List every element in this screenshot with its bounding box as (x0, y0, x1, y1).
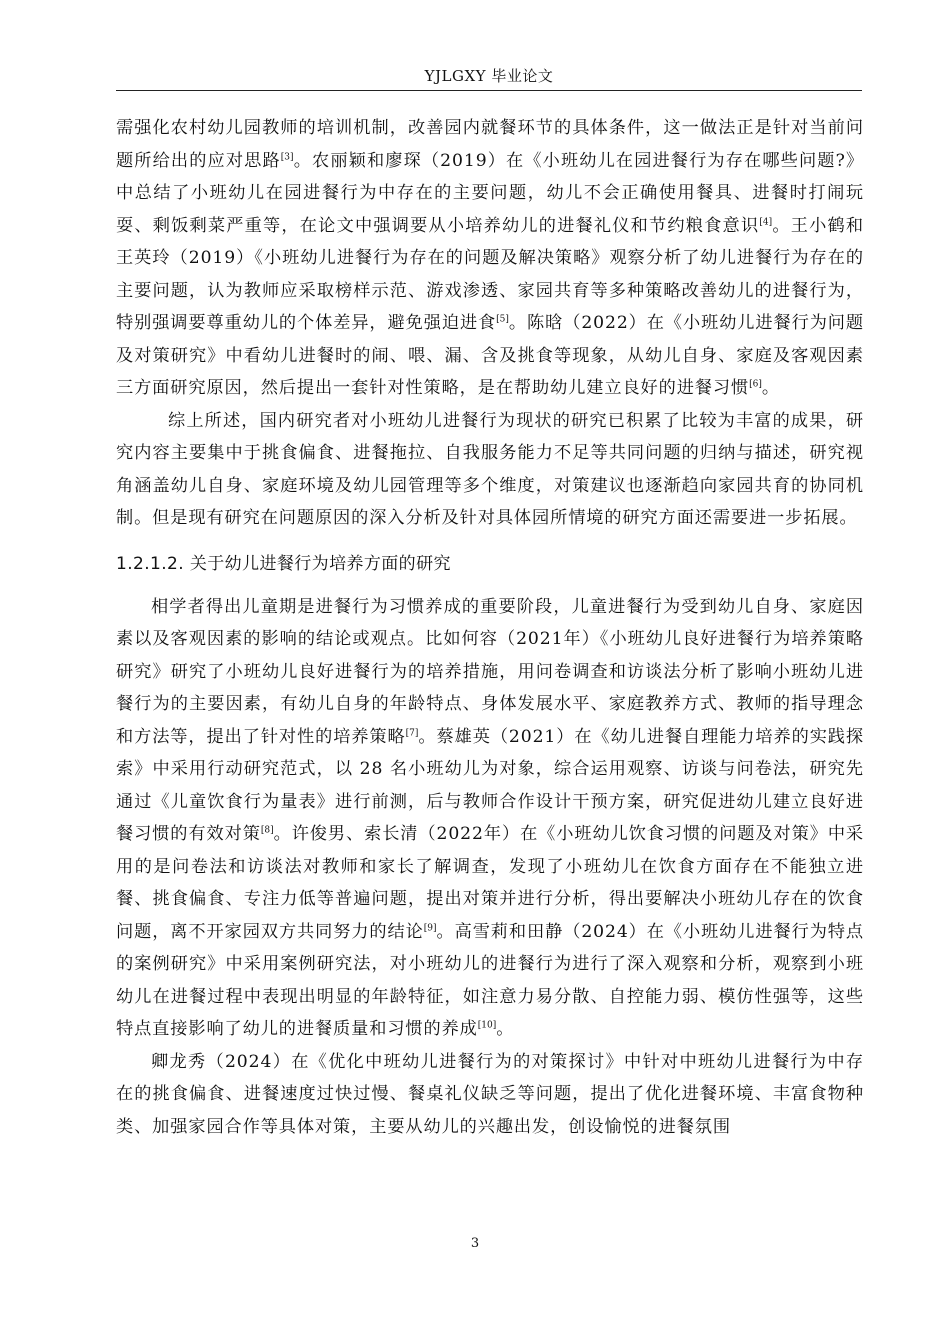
paragraph-text: 。 (761, 378, 780, 398)
citation-marker: [4] (759, 216, 773, 227)
paragraph-text: 。高雪莉和田静（2024）在《小班幼儿进餐行为特点的案例研究》中采用案例研究法，对小班幼儿的进餐行为进行了深入观察和分析，观察到小班幼儿在进餐过程中表现出明显的年龄特征，如注意力易分散、自控能力弱、模仿性强等，这些特点直接影响了幼儿的进餐质量和习惯的养成 (116, 921, 864, 1039)
paragraph-literature-review (116, 112, 864, 405)
paragraph-text: 。 (496, 1019, 515, 1039)
header-title: YJLGXY 毕业论文 (424, 67, 554, 85)
paragraph-text: 。王小鹤和王英玲（2019）《小班幼儿进餐行为存在的问题及解决策略》观察分析了幼儿进餐行为存在的主要问题，认为教师应采取榜样示范、游戏渗透、家园共育等多种策略改善幼儿的进餐行为，特别强调要尊重幼儿的个体差异，避免强迫进食 (116, 215, 864, 333)
citation-marker: [3] (280, 151, 294, 162)
citation-marker: [9] (423, 922, 437, 933)
paragraph-text: 。农丽颖和廖琛（2019）在《小班幼儿在园进餐行为存在哪些问题?》中总结了小班幼儿在园进餐行为中存在的主要问题，幼儿不会正确使用餐具、进餐时打闹玩耍、剩饭剩菜严重等，在论文中强调要从小培养幼儿的进餐礼仪和节约粮食意识 (116, 150, 864, 236)
paragraph-summary (116, 405, 864, 535)
citation-marker: [5] (496, 314, 509, 325)
main-content (116, 112, 864, 1143)
citation-marker: [10] (477, 1020, 497, 1031)
paragraph-text: 卿龙秀（2024）在《优化中班幼儿进餐行为的对策探讨》中针对中班幼儿进餐行为中存在的挑食偏食、进餐速度过快过慢、餐桌礼仪缺乏等问题，提出了优化进餐环境、丰富食物种类、加强家园合作等具体对策，主要从幼儿的兴趣出发，创设愉悦的进餐氛围 (116, 1051, 864, 1137)
citation-marker: [8] (260, 825, 274, 836)
page-number: 3 (470, 1236, 480, 1251)
citation-marker: [7] (405, 727, 419, 738)
paragraph-cultivation-research (116, 591, 864, 1046)
section-heading: 1.2.1.2. 关于幼儿进餐行为培养方面的研究 (116, 553, 451, 574)
paragraph-text: 需强化农村幼儿园教师的培训机制，改善园内就餐环节的具体条件，这一做法正是针对当前问题所给出的应对思路 (116, 118, 864, 171)
paragraph-text: 综上所述，国内研究者对小班幼儿进餐行为现状的研究已积累了比较为丰富的成果，研究内容主要集中于挑食偏食、进餐拖拉、自我服务能力不足等共同问题的归纳与描述，研究视角涵盖幼儿自身、家庭环境及幼儿园管理等多个维度，对策建议也逐渐趋向家园共育的协同机制。但是现有研究在问题原因的深入分析及针对具体园所情境的研究方面还需要进一步拓展。 (116, 410, 864, 528)
paragraph-text: 相学者得出儿童期是进餐行为习惯养成的重要阶段，儿童进餐行为受到幼儿自身、家庭因素以及客观因素的影响的结论或观点。比如何容（2021年）《小班幼儿良好进餐行为培养策略研究》研究了小班幼儿良好进餐行为的培养措施，用问卷调查和访谈法分析了影响小班幼儿进餐行为的主要因素，有幼儿自身的年龄特点、身体发展水平、家庭教养方式、教师的指导理念和方法等，提出了针对性的培养策略 (116, 596, 864, 747)
page-header (116, 62, 862, 91)
paragraph-text: 。蔡雄英（2021）在《幼儿进餐自理能力培养的实践探索》中采用行动研究范式，以 28 名小班幼儿为对象，综合运用观察、访谈与问卷法，研究先通过《儿童饮食行为量表》进行前测，后与教师合作设计干预方案，研究促进幼儿建立良好进餐习惯的有效对策 (116, 726, 864, 844)
paragraph-middle-class-research (116, 1046, 864, 1144)
paragraph-text: 。陈晗（2022）在《小班幼儿进餐行为问题及对策研究》中看幼儿进餐时的闹、喂、漏、含及挑食等现象，从幼儿自身、家庭及客观因素三方面研究原因，然后提出一套针对性策略，是在帮助幼儿建立良好的进餐习惯 (116, 313, 864, 398)
paragraph-text: 。许俊男、索长清（2022年）在《小班幼儿饮食习惯的问题及对策》中采用的是问卷法和访谈法对教师和家长了解调查，发现了小班幼儿在饮食方面存在不能独立进餐、挑食偏食、专注力低等普遍问题，提出对策并进行分析，得出要解决小班幼儿存在的饮食问题，离不开家园双方共同努力的结论 (116, 824, 865, 942)
citation-marker: [6] (749, 379, 762, 390)
